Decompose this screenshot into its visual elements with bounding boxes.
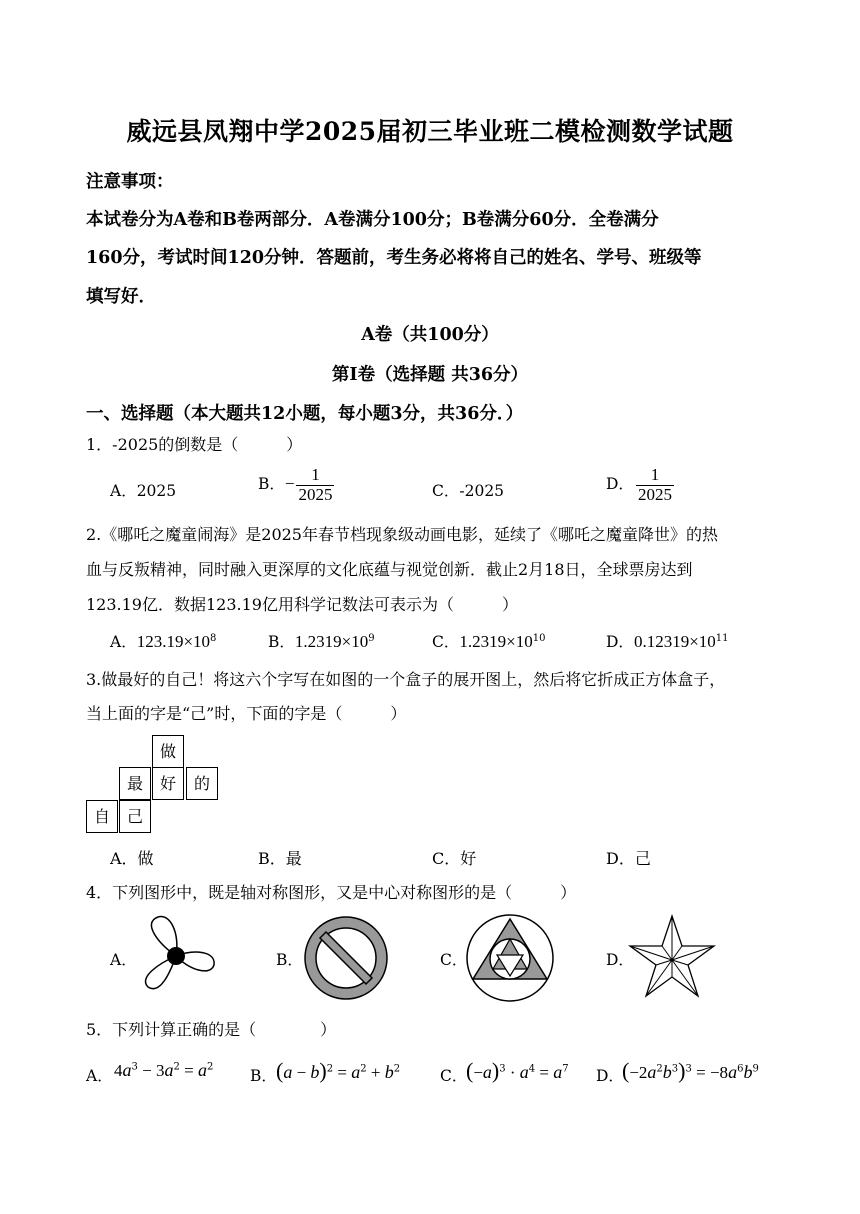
q5-option-b-formula: $(a - b)^2 = a^2 + b^2$ — [276, 1058, 401, 1083]
q1-option-d — [606, 466, 674, 504]
q5-option-d-formula: $(-2a^2b^3)^3 = -8a^6b^9$ — [622, 1058, 759, 1083]
page-title: 威远县凤翔中学2025届初三毕业班二模检测数学试题 — [126, 117, 734, 146]
q2-option-c-label: C． — [432, 633, 460, 651]
notice-heading: 注意事项： — [86, 172, 174, 192]
q2-option-d-label: D． — [606, 633, 634, 651]
q5-option-a-formula: $4a^3 - 3a^2 = a^2$ — [114, 1060, 214, 1080]
q2-option-a — [110, 630, 216, 652]
q1-option-c: C．-2025 — [432, 482, 505, 500]
q1-option-d-label: D． — [606, 475, 634, 494]
q2-option-b-base: 1.2319×10 — [294, 632, 369, 651]
cube-net-cell: 自 — [86, 800, 118, 833]
q4-option-c-label: C． — [440, 951, 468, 969]
q1-option-b-numerator: 1 — [311, 465, 320, 484]
part-1-heading: 一、选择题（本大题共12小题，每小题3分，共36分．） — [86, 404, 524, 424]
circle-triangle-figure — [464, 913, 556, 1003]
q3-option-b: B．最 — [258, 849, 302, 868]
q2-option-c — [432, 630, 545, 652]
q1-option-b-label: B． — [258, 475, 285, 494]
q5-option-c-label: C． — [440, 1067, 468, 1085]
q2-option-b — [268, 630, 375, 652]
q2-option-c-base: 1.2319×10 — [459, 632, 533, 651]
q4-option-d-label: D． — [606, 951, 634, 969]
cube-net-cell: 做 — [152, 735, 184, 768]
q1-option-b-sign: − — [284, 474, 295, 494]
cube-net-cell: 的 — [186, 767, 218, 800]
q4-stem: 4．下列图形中，既是轴对称图形，又是中心对称图形的是（ ） — [86, 883, 577, 902]
q2-option-a-exponent: 8 — [210, 632, 217, 644]
notice-line-2: 160分，考试时间120分钟．答题前，考生务必将将自己的姓名、学号、班级等 — [86, 248, 702, 268]
q1-option-a: A．2025 — [110, 482, 177, 500]
q1-option-d-numerator: 1 — [650, 465, 660, 484]
q5-option-d-label: D． — [596, 1067, 624, 1085]
q3-option-c: C．好 — [432, 849, 477, 868]
cube-net-cell: 最 — [119, 767, 151, 800]
q2-option-d — [606, 630, 729, 652]
q1-option-b-denominator: 2025 — [298, 484, 333, 504]
q4-option-a-label: A． — [110, 951, 137, 969]
q2-option-c-exponent: 10 — [532, 632, 546, 644]
cube-net-cell: 好 — [152, 767, 184, 800]
q2-option-d-exponent: 11 — [715, 632, 729, 644]
q2-option-d-base: 0.12319×10 — [633, 632, 716, 651]
q1-stem: 1．-2025的倒数是（ ） — [86, 435, 303, 454]
q3-option-d: D．己 — [606, 849, 651, 868]
q5-option-a-label: A． — [86, 1067, 113, 1085]
q2-option-b-exponent: 9 — [368, 632, 375, 644]
q3-line-1: 3.做最好的自己！将这六个字写在如图的一个盒子的展开图上，然后将它折成正方体盒子， — [86, 670, 726, 689]
section-a-title: A卷（共100分） — [361, 325, 499, 345]
q2-option-a-base: 123.19×10 — [136, 632, 211, 651]
notice-line-3: 填写好． — [86, 287, 156, 307]
q5-option-b-label: B． — [250, 1067, 277, 1085]
q4-option-b-label: B． — [276, 951, 303, 969]
q5-option-b — [250, 1064, 277, 1086]
q5-stem: 5．下列计算正确的是（ ） — [86, 1020, 337, 1039]
q5-option-c-formula: $(-a)^3 \cdot a^4 = a^7$ — [466, 1058, 569, 1083]
q3-line-2: 当上面的字是“己”时，下面的字是（ ） — [86, 704, 407, 723]
q2-line-2: 血与反叛精神，同时融入更深厚的文化底蕴与视觉创新．截止2月18日，全球票房达到 — [86, 560, 693, 579]
q5-option-c — [440, 1064, 467, 1086]
q2-line-3: 123.19亿．数据123.19亿用科学记数法可表示为（ ） — [86, 595, 518, 614]
q2-option-a-label: A． — [110, 633, 137, 651]
notice-line-1: 本试卷分为A卷和B卷两部分．A卷满分100分；B卷满分60分．全卷满分 — [86, 210, 659, 230]
cube-net-cell: 己 — [119, 800, 151, 833]
star-figure — [628, 914, 716, 1000]
q1-option-b — [258, 466, 334, 504]
q5-option-a — [86, 1064, 113, 1086]
q5-option-d — [596, 1064, 624, 1086]
no-sign-figure — [300, 914, 392, 1002]
q1-option-d-denominator: 2025 — [637, 484, 672, 504]
q2-option-b-label: B． — [268, 633, 295, 651]
propeller-figure — [136, 913, 220, 999]
q3-option-a: A．做 — [110, 849, 154, 868]
part-1-title: 第Ⅰ卷（选择题 共36分） — [331, 365, 529, 385]
q2-line-1: 2.《哪吒之魔童闹海》是2025年春节档现象级动画电影，延续了《哪吒之魔童降世》的热 — [86, 525, 718, 544]
